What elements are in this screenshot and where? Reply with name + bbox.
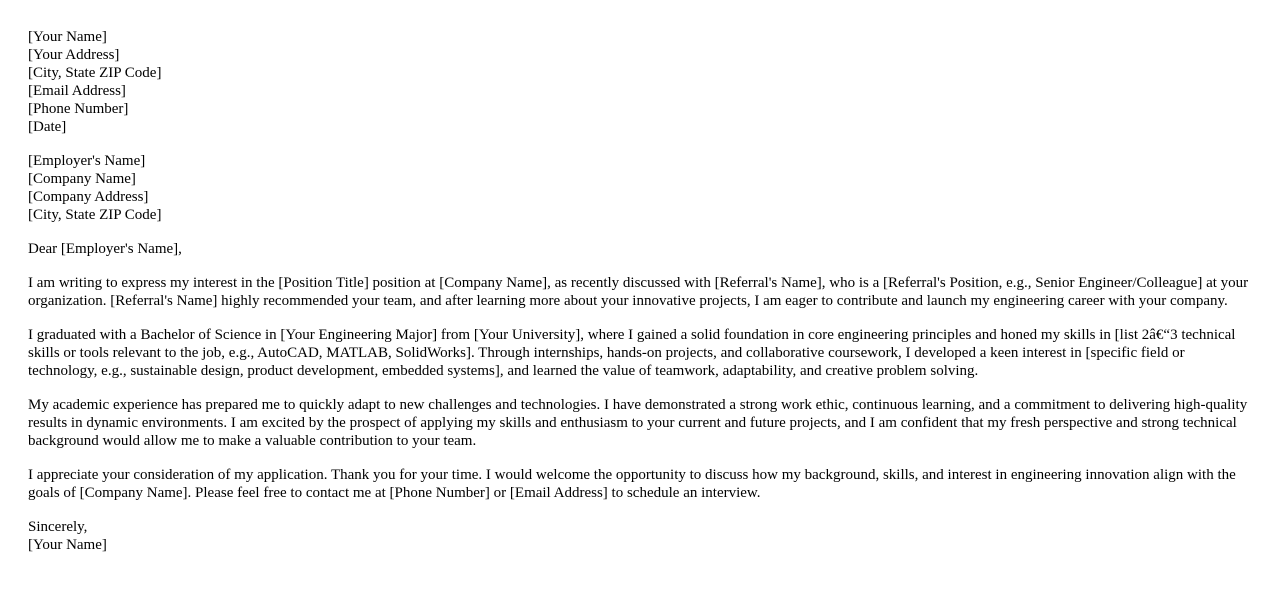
- valediction: Sincerely,: [28, 519, 88, 535]
- body-paragraph-closing: I appreciate your consideration of my application. Thank you for your time. I would welcome the opportunity to discuss how my background, skills, and interest in engineering innovation align with the goals of [Company Name]. Please feel free to contact me at [Phone Number] or [Email Address] to schedule an interview.: [28, 467, 1236, 501]
- sender-phone: [Phone Number]: [28, 101, 129, 117]
- body-paragraph-education: I graduated with a Bachelor of Science in [Your Engineering Major] from [Your University], where I gained a solid foundation in core engineering principles and honed my skills in [list 2â€“3 technical skills or tools relevant to the job, e.g., AutoCAD, MATLAB, SolidWorks]. Through internships, hands-on projects, and collaborative coursework, I developed a keen interest in [specific field or technology, e.g., sustainable design, product development, embedded systems], and learned the value of teamwork, adaptability, and creative problem solving.: [28, 327, 1236, 379]
- sender-email: [Email Address]: [28, 83, 126, 99]
- body-paragraph-experience: My academic experience has prepared me to quickly adapt to new challenges and technologies. I have demonstrated a strong work ethic, continuous learning, and a commitment to delivering high-quality results in dynamic environments. I am excited by the prospect of applying my skills and enthusiasm to your current and future projects, and I am confident that my fresh perspective and strong technical background would allow me to make a valuable contribution to your team.: [28, 397, 1248, 449]
- recipient-block: [28, 152, 1250, 224]
- recipient-city-state-zip: [City, State ZIP Code]: [28, 207, 162, 223]
- signature-block: [28, 518, 1250, 554]
- recipient-company-name: [Company Name]: [28, 171, 136, 187]
- salutation: Dear [Employer's Name],: [28, 241, 182, 257]
- cover-letter: [28, 28, 1250, 570]
- signature-name: [Your Name]: [28, 537, 107, 553]
- letter-date: [Date]: [28, 119, 67, 135]
- sender-block: [28, 28, 1250, 136]
- body-paragraph-intro: I am writing to express my interest in the [Position Title] position at [Company Name], as recently discussed with [Referral's Name], who is a [Referral's Position, e.g., Senior Engineer/Colleague] at your organization. [Referral's Name] highly recommended your team, and after learning more about your innovative projects, I am eager to contribute and launch my engineering career with your company.: [28, 275, 1249, 309]
- recipient-employer-name: [Employer's Name]: [28, 153, 146, 169]
- sender-city-state-zip: [City, State ZIP Code]: [28, 65, 162, 81]
- sender-address: [Your Address]: [28, 47, 120, 63]
- recipient-company-address: [Company Address]: [28, 189, 149, 205]
- sender-name: [Your Name]: [28, 29, 107, 45]
